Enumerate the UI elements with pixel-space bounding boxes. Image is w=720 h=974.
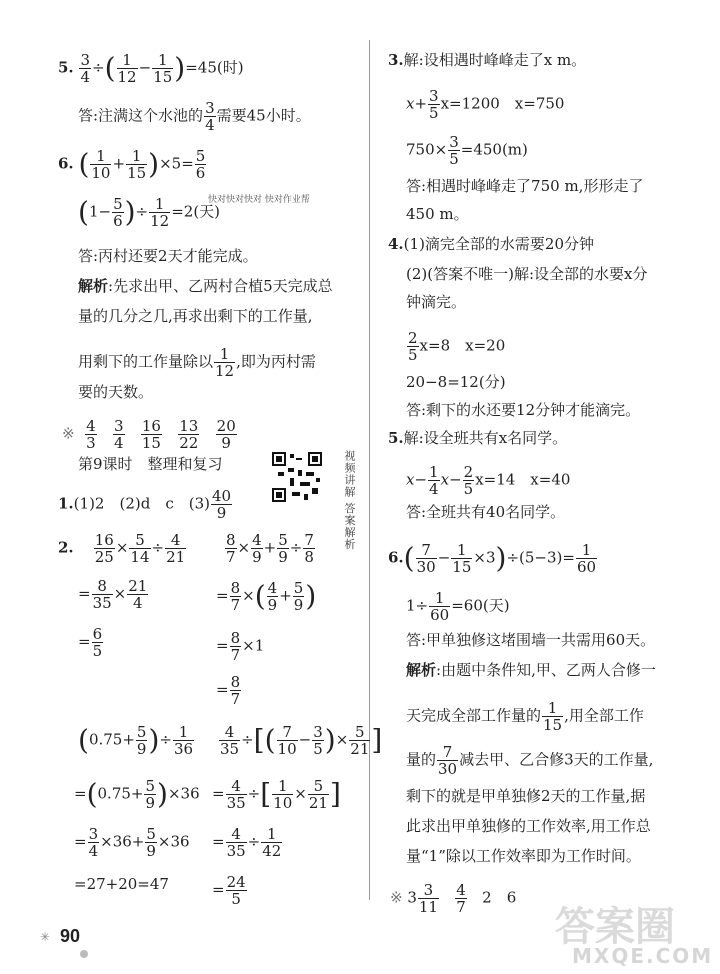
q2-c2-l5: $\frac{4}{35}$ ÷[( $\frac{7}{10}$ − $\frac{3}{5}$ )× $\frac{5}{21}$ ] bbox=[220, 723, 383, 758]
q5-eq: x− $\frac{1}{4}$ x− $\frac{2}{5}$ x=14 x=40 bbox=[406, 463, 571, 498]
q6-analysis-2: 天完成全部工作量的 $\frac{1}{15}$ ,用全部工作 bbox=[406, 699, 644, 734]
q4-answer: 答:剩下的水还要12分钟才能滴完。 bbox=[406, 401, 641, 419]
q6-eq1: 6.( $\frac{7}{30}$ − $\frac{1}{15}$ ×3)÷(5−3)= $\frac{1}{60}$ bbox=[388, 541, 597, 576]
q4-eq2: 20−8=12(分) bbox=[406, 373, 506, 391]
q6-analysis-4: 剩下的就是甲单独修2天的工作量,据 bbox=[406, 787, 646, 805]
q4-text2: (2)(答案不唯一)解:设全部的水要x分 bbox=[406, 265, 648, 283]
q2-c2-l3: = $\frac{8}{7}$ ×1 bbox=[216, 629, 265, 664]
q2-c2-l4: = $\frac{8}{7}$ bbox=[216, 673, 241, 708]
q2-c1-l3: = $\frac{6}{5}$ bbox=[78, 625, 103, 660]
fraction: $\frac{3}{4}$ bbox=[80, 51, 90, 86]
q6-analysis-1: 解析:先求出甲、乙两村合植5天完成总 bbox=[78, 277, 333, 295]
page-number: 90 bbox=[60, 926, 81, 946]
q2-c1-final: =27+20=47 bbox=[74, 875, 169, 893]
extension-right: ※ 3 $\frac{3}{11}$ $\frac{4}{7}$ 2 6 bbox=[390, 881, 517, 916]
q6-answer: 答:丙村还要2天才能完成。 bbox=[78, 247, 258, 265]
q3-text: 3.解:设相遇时峰峰走了x m。 bbox=[388, 51, 587, 69]
column-divider bbox=[369, 40, 370, 900]
q5-answer: 答:全班共有40名同学。 bbox=[406, 503, 566, 521]
star-icon: ✳ bbox=[40, 930, 51, 944]
q6-line1: 6. ( $\frac{1}{10}$ + $\frac{1}{15}$ )×5= $\frac{5}{6}$ bbox=[58, 147, 206, 182]
q6-analysis-5: 此求出甲单独修的工作效率,用工作总 bbox=[406, 817, 651, 835]
q6-eq2: 1÷ $\frac{1}{60}$ =60(天) bbox=[406, 589, 510, 624]
q5-expression: 5. $\frac{3}{4}$ ÷( $\frac{1}{12}$ − $\frac{1}{15}$ )=45(时) bbox=[58, 51, 244, 86]
q4-eq1: $\frac{2}{5}$ x=8 x=20 bbox=[408, 329, 506, 364]
q2-c1-l2: = $\frac{8}{35}$ × $\frac{21}{4}$ bbox=[78, 577, 148, 612]
q6-analysis-3: 量的 $\frac{7}{30}$ 减去甲、乙合修3天的工作量, bbox=[406, 743, 654, 778]
q2-c2-l7: = $\frac{4}{35}$ ÷ $\frac{1}{42}$ bbox=[212, 825, 282, 860]
q4-text3: 钟滴完。 bbox=[406, 293, 467, 311]
q3-answer-1: 答:相遇时峰峰走了750 m,形形走了 bbox=[406, 177, 644, 195]
q2-c2-final: = $\frac{24}{5}$ bbox=[212, 873, 246, 908]
q6-analysis-3: 用剩下的工作量除以 $\frac{1}{12}$ ,即为丙村需 bbox=[78, 345, 316, 380]
q2-c1-l6: = $\frac{3}{4}$ ×36+ $\frac{5}{9}$ ×36 bbox=[74, 825, 190, 860]
q5-answer: 答:注满这个水池的 $\frac{3}{4}$ 需要45小时。 bbox=[78, 99, 311, 134]
q2-c2-l1: $\frac{8}{7}$ × $\frac{4}{9}$ + $\frac{5}{9}$ ÷ $\frac{7}{8}$ bbox=[226, 531, 314, 566]
q6-analysis-1: 解析:由题中条件知,甲、乙两人合修一 bbox=[406, 661, 656, 679]
q2-c2-l6: = $\frac{4}{35}$ ÷[ $\frac{1}{10}$ × $\frac{5}{21}$ ] bbox=[212, 777, 341, 812]
q4-text1: 4.(1)滴完全部的水需要20分钟 bbox=[388, 235, 595, 253]
q2-c2-l2: = $\frac{8}{7}$ ×( $\frac{4}{9}$ + $\frac{5}{9}$ ) bbox=[216, 579, 317, 614]
q6-line2: (1− $\frac{5}{6}$ )÷ $\frac{1}{12}$ =2(天) bbox=[78, 195, 221, 230]
q6-answer: 答:甲单独修这堵围墙一共需用60天。 bbox=[406, 631, 656, 649]
q6-analysis-2: 量的几分之几,再求出剩下的工作量, bbox=[78, 307, 313, 325]
qr-code[interactable] bbox=[272, 452, 322, 502]
q2-c1-l4: (0.75+ $\frac{5}{9}$ )÷ $\frac{1}{36}$ bbox=[78, 723, 194, 758]
q6-analysis-6: 量“1”除以工作效率即为工作时间。 bbox=[406, 847, 641, 865]
stamp-note: 快对快对快对 快对作业帮 bbox=[208, 195, 310, 205]
qr-caption: 视频讲解 答案解析 bbox=[343, 450, 356, 551]
q6-analysis-4: 要的天数。 bbox=[78, 383, 154, 401]
q3-eq1: x+ $\frac{3}{5}$ x=1200 x=750 bbox=[406, 87, 565, 122]
watermark-logo: 答案圈 bbox=[555, 904, 675, 950]
q5-text: 5.解:设全班共有x名同学。 bbox=[388, 429, 568, 447]
decorative-dot bbox=[80, 950, 88, 958]
lesson-title: 第9课时 整理和复习 bbox=[78, 455, 223, 473]
q2-c1-l5: =(0.75+ $\frac{5}{9}$ )×36 bbox=[74, 777, 200, 812]
q3-eq2: 750× $\frac{3}{5}$ =450(m) bbox=[406, 133, 528, 168]
q1-answer: 1.(1)2 (2)d c (3) $\frac{40}{9}$ bbox=[58, 487, 232, 522]
q3-answer-2: 450 m。 bbox=[406, 205, 469, 223]
q2-c1-l1: 2. $\frac{16}{25}$ × $\frac{5}{14}$ ÷ $\frac{4}{21}$ bbox=[58, 531, 186, 566]
extension-fractions: ※ $\frac{4}{3}$ $\frac{3}{4}$ $\frac{16}{15}$ $\frac{13}{22}$ $\frac{20}{9}$ bbox=[62, 417, 236, 452]
watermark-url: MXQE.COM bbox=[572, 944, 714, 968]
